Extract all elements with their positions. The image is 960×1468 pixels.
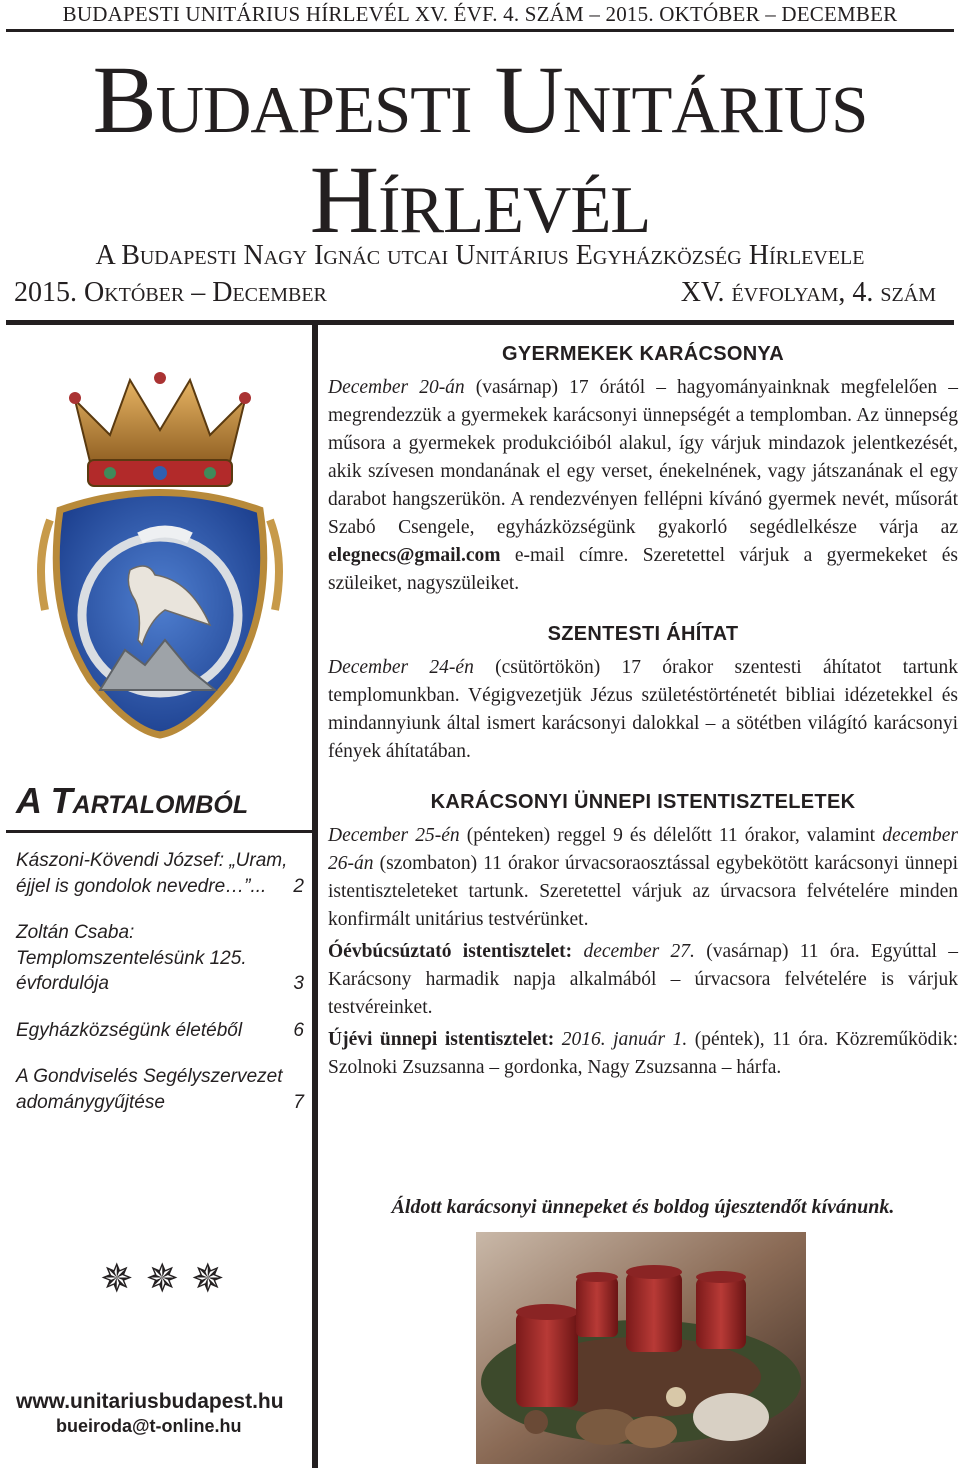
section-childrens-christmas [328,340,958,598]
main-column [328,340,958,1082]
running-header: BUDAPESTI UNITÁRIUS HÍRLEVÉL XV. ÉVF. 4. SZÁM – 2015. OKTÓBER – DECEMBER [62,2,898,26]
section-title: SZENTESTI ÁHÍTAT [547,623,739,645]
event-date: december 27. [572,941,695,962]
section-body [328,938,958,1022]
body-text: (szombaton) 11 órakor úrvacsoraosztással egybekötött karácsonyi ünnepi istentiszteleteket tartunk. Szeretettel várjuk az úrvacsora felvételére minden konfirmált unitárius testvérünket. [328,853,958,930]
toc-title: A Tartalomból [16,780,249,821]
section-body [328,374,958,598]
toc-entry[interactable] [16,1018,304,1044]
body-text: e-mail címre. Szeretettel várjuk a gyermekeket és szüleiket, nagyszüleiket. [328,545,958,594]
issue-volume: XV. évfolyam, 4. szám [680,277,936,308]
service-name: Óévbúcsúztató istentisztelet: [328,941,573,962]
event-date: December 25-én [328,825,460,846]
closing-greeting: Áldott karácsonyi ünnepeket és boldog újesztendőt kívánunk. [391,1196,895,1218]
coat-of-arms-image [30,360,290,740]
top-rule [6,29,954,32]
section-christmas-services [328,788,958,1082]
service-name: Újévi ünnepi istentisztelet: [328,1029,555,1050]
section-body [328,1026,958,1082]
toc-entry-title: Egyházközségünk életéből [16,1019,243,1041]
toc-entry[interactable] [16,1064,304,1115]
toc-entry-page: 6 [293,1019,304,1041]
section-title: GYERMEKEK KARÁCSONYA [502,343,784,365]
email-link[interactable]: bueiroda@t-online.hu [56,1416,242,1436]
body-text: (pénteken) reggel 9 és délelőtt 11 órakor, valamint [459,825,883,846]
body-text: (vasárnap) 11 óra. Egyúttal – Karácsony harmadik napja alkalmából – úrvacsora felvételére is várjuk testvéreinket. [328,941,959,1018]
section-title: KARÁCSONYI ÜNNEPI ISTENTISZTELETEK [430,791,856,813]
toc-entry[interactable] [16,920,304,997]
toc-rule [6,830,312,833]
toc-entry-title: Zoltán Csaba: Templomszentelésünk 125. évfordulója [16,922,247,994]
section-body [328,654,958,766]
event-date: December 20-án [328,377,465,398]
issue-date: 2015. Október – December [14,277,327,308]
event-date: December 24-én [328,657,474,678]
star-ornament: ✵✵✵ [100,1256,237,1301]
masthead-line2: Hírlevél [309,146,651,253]
event-date: 2016. január 1. [554,1029,688,1050]
section-body [328,822,958,934]
event-date: december 26-án [328,825,958,874]
section-christmas-eve [328,620,958,766]
body-text: (vasárnap) 17 órától – hagyományainknak megfelelően – megrendezzük a gyermekek karácsonyi ünnepségét a templomban. Az ünnepség műsora a gyermekek produkcióiból alakul, így várjuk mindazok jelentkezését, akik szívesen mondanának el egy verset, énekelnének, vagy játszanának el egy darabot hangszerükön. A rendezvényen fellépni kívánó gyermek nevét, műsorát Szabó Csengele, egyházközségünk gyakorló segédlelkésze várja az [328,377,958,538]
website-link[interactable]: www.unitariusbudapest.hu [16,1390,284,1413]
toc-entry-title: Kászoni-Kövendi József: „Uram, éjjel is gondolok nevedre…”... [16,850,288,897]
toc-entry-title: A Gondviselés Segélyszervezet adománygyűjtése [16,1066,283,1113]
masthead-subtitle: A Budapesti Nagy Ignác utcai Unitárius Egyházközség Hírlevele [95,240,865,271]
body-text: (péntek), 11 óra. Közreműködik: Szolnoki Zsuzsanna – gordonka, Nagy Zsuzsanna – hárfa. [328,1029,959,1078]
toc-entry-page: 3 [293,973,304,994]
toc-entry-page: 7 [293,1091,304,1113]
contact-email[interactable]: elegnecs@gmail.com [328,545,501,566]
advent-wreath-photo [476,1232,806,1464]
masthead-line1: Budapesti Unitárius [92,46,868,153]
toc-entry-page: 2 [293,875,304,897]
table-of-contents [16,848,304,1136]
body-text: (csütörtökön) 17 órakor szentesti áhítatot tartunk templomunkban. Végigvezetjük Jézus születéstörténetét bibliai idézetekkel és mindannyiunk által ismert karácsonyi dalokkal – a sötétben világító karácsonyi fények áhítatában. [328,657,958,762]
toc-entry[interactable] [16,848,304,899]
